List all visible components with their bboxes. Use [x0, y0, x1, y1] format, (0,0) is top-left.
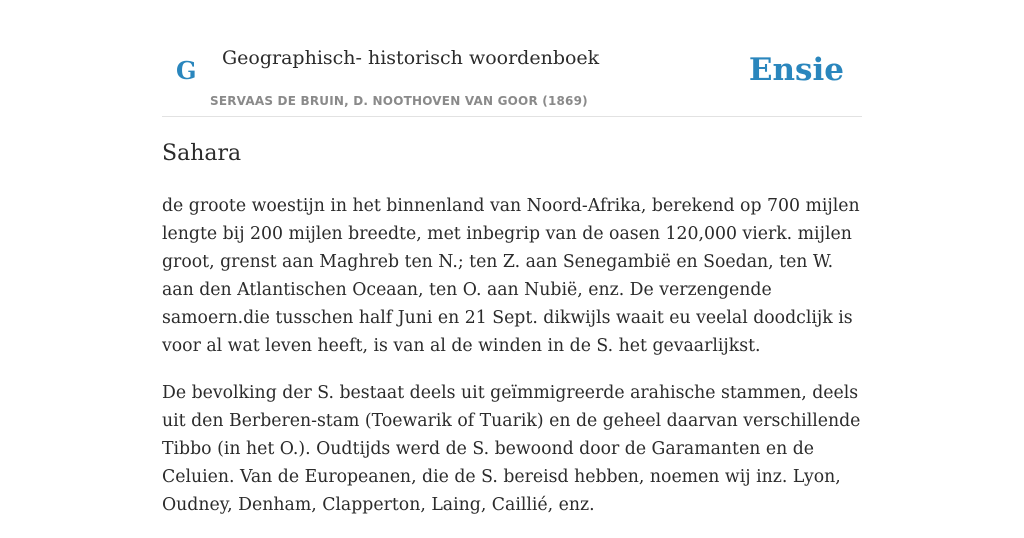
book-title-link[interactable]: Geographisch- historisch woordenboek [222, 47, 600, 69]
entry-paragraph: de groote woestijn in het binnenland van Noord-Afrika, berekend op 700 mijlen lengte bij 200 mijlen breedte, met inbegrip van de oasen 120,000 vierk. mijlen groot, grenst aan Maghreb ten N.; ten Z. aan Senegambië en Soedan, ten W. aan den Atlantischen Oceaan, ten O. aan Nubië, enz. De verzengende samoern.die tusschen half Juni en 21 Sept. dikwijls waait eu veelal doodclijk is voor al wat leven heeft, is van al de winden in de S. het gevaarlijkst. [162, 196, 860, 356]
entry-paragraph: De bevolking der S. bestaat deels uit geïmmigreerde arahische stammen, deels uit den Berberen-stam (Toewarik of Tuarik) en de geheel daarvan verschillende Tibbo (in het O.). Oudtijds werd de S. bewoond door de Garamanten en de Celuien. Van de Europeanen, die de S. bereisd hebben, noemen wij inz. Lyon, Oudney, Denham, Clapperton, Laing, Caillié, enz. [162, 383, 861, 515]
entry-body [162, 192, 862, 538]
index-letter-link[interactable]: G [176, 56, 197, 85]
book-header [162, 0, 862, 117]
entry-title: Sahara [162, 141, 242, 166]
ensie-logo-link[interactable]: Ensie [748, 52, 844, 88]
page [162, 0, 862, 515]
book-authors: SERVAAS DE BRUIN, D. NOOTHOVEN VAN GOOR (1869) [210, 94, 588, 108]
